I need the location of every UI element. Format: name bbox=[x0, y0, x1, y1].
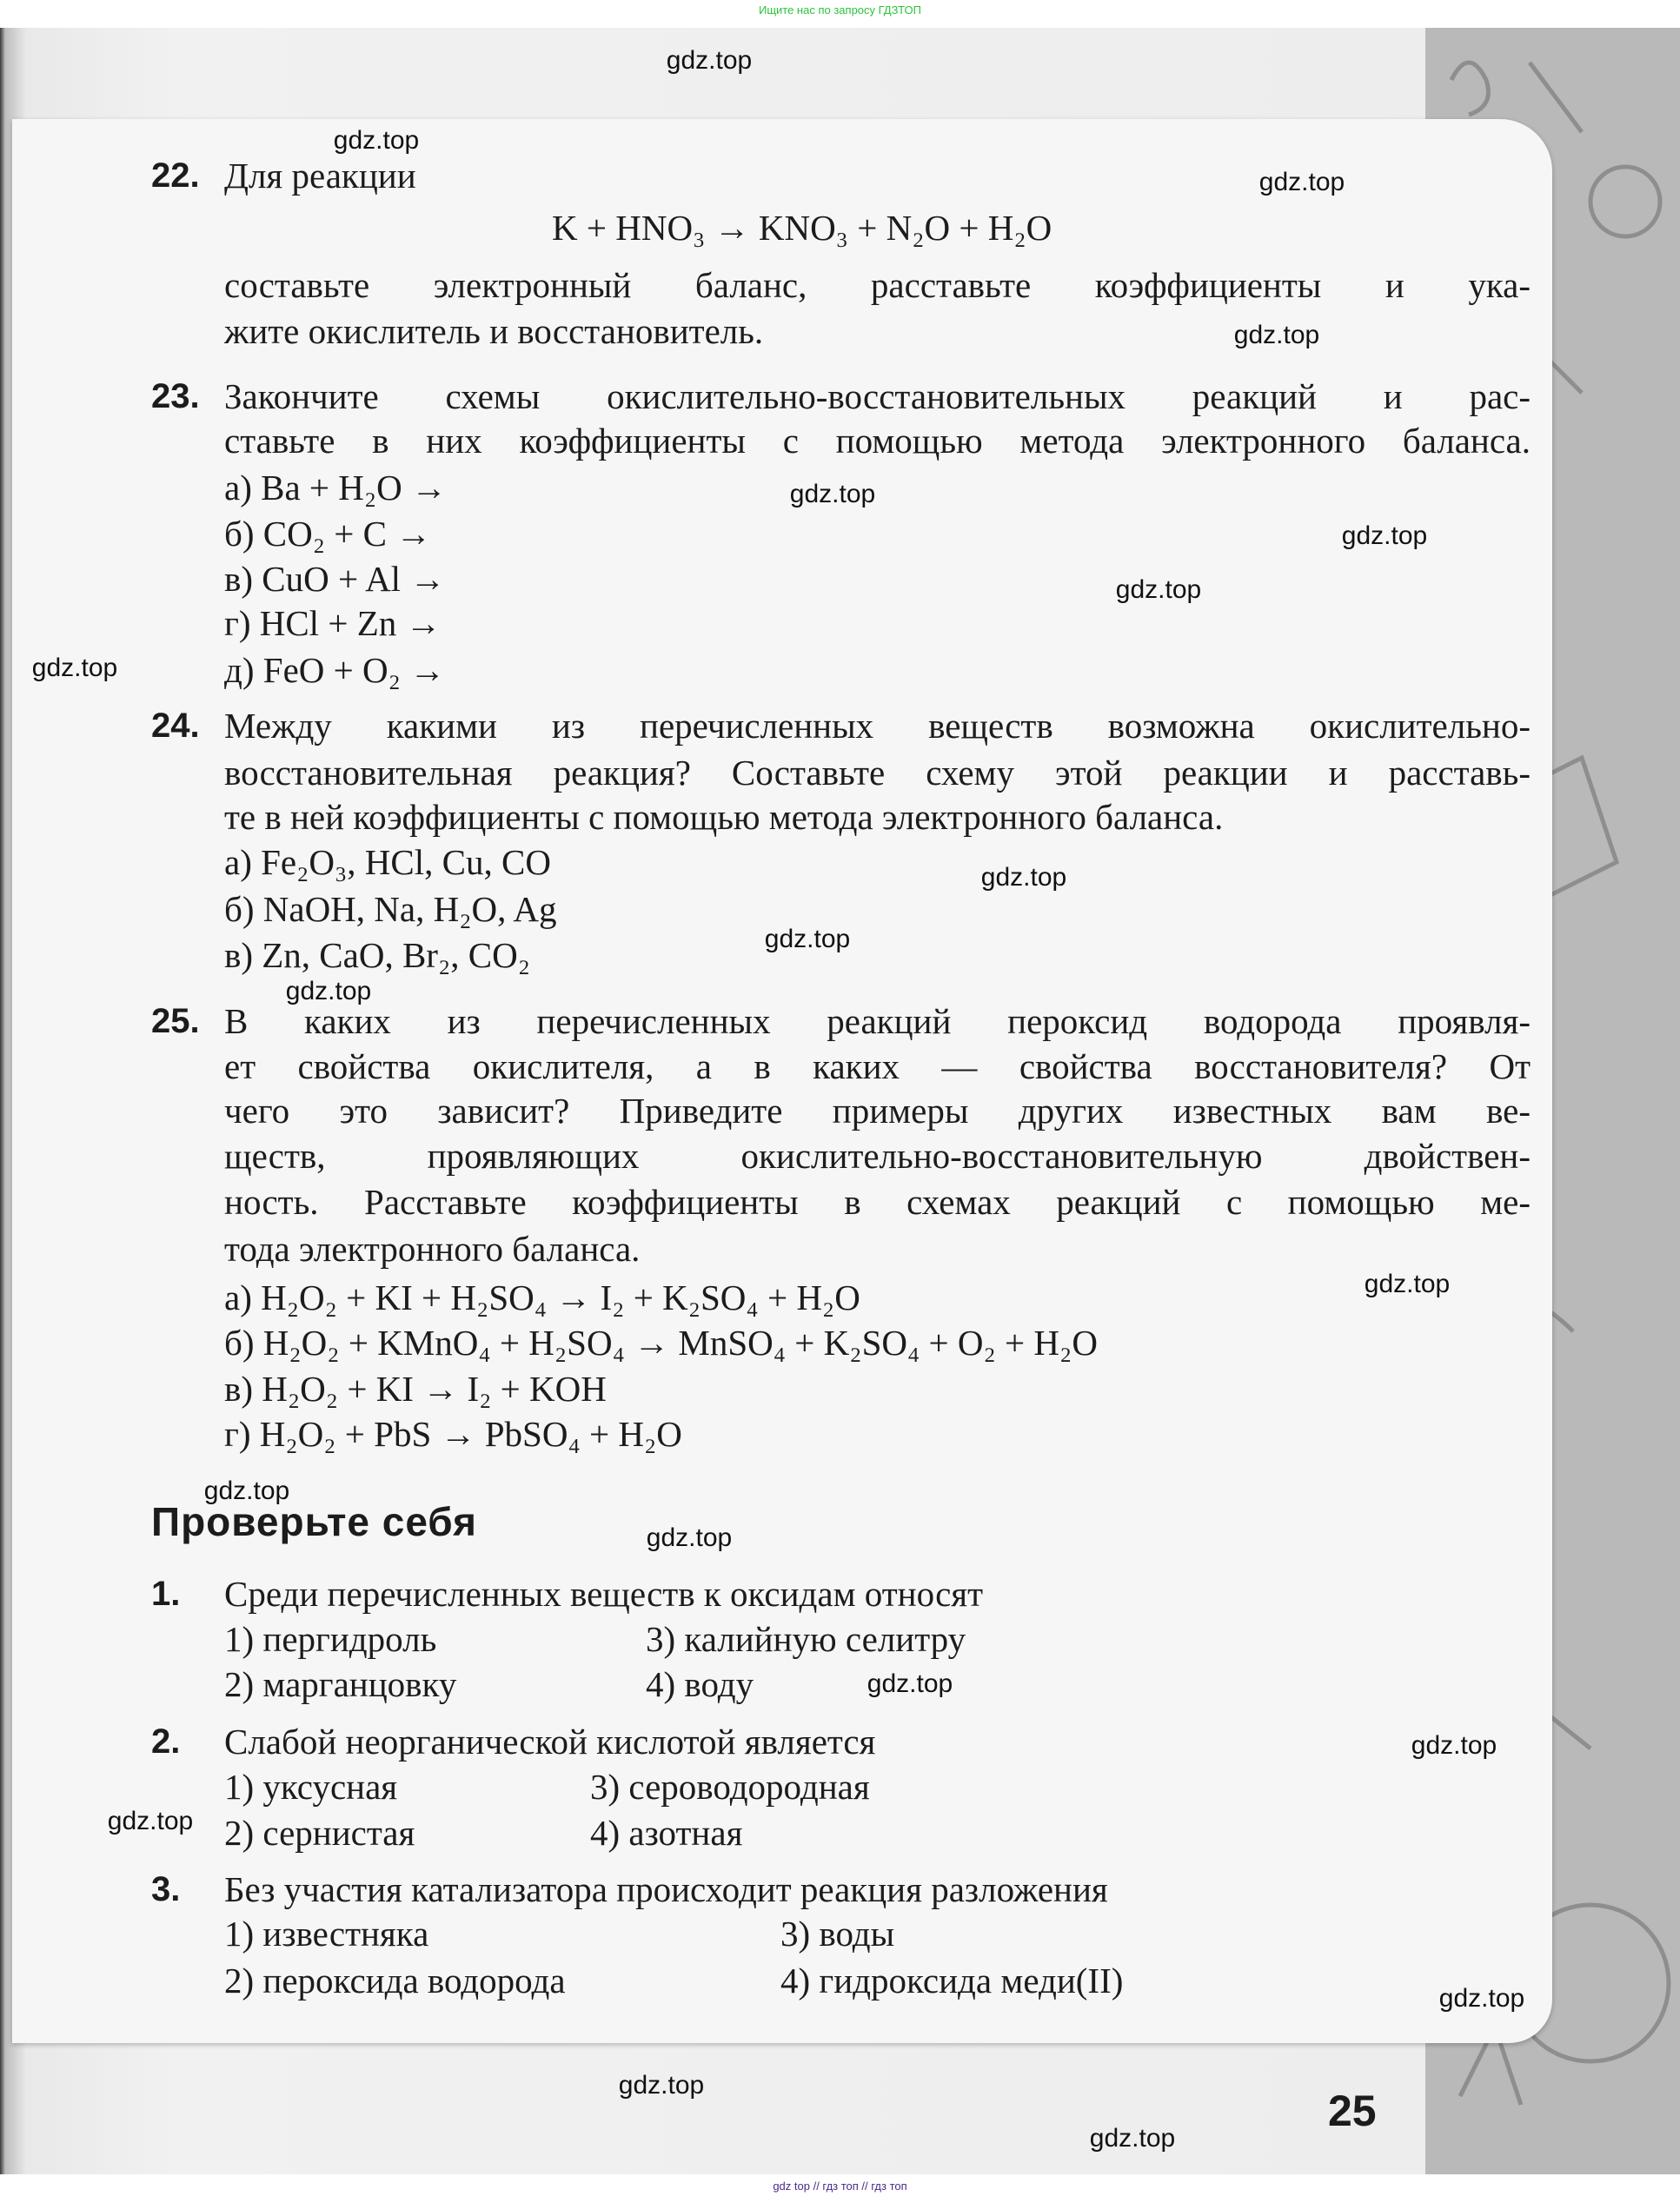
watermark: gdz.top bbox=[203, 1476, 290, 1505]
watermark: gdz.top bbox=[618, 2071, 705, 2100]
task-25-text: ществ, проявляющих окислительно-восстановительную двойствен- bbox=[224, 1136, 1531, 1176]
task-25-text: ность. Расставьте коэффициенты в схемах реакций с помощью ме- bbox=[224, 1182, 1531, 1222]
watermark: gdz.top bbox=[285, 977, 372, 1005]
task-23-text: Закончите схемы окислительно-восстановительных реакций и рас- bbox=[224, 376, 1531, 416]
task-25-text: ет свойства окислителя, а в каких — свойства восстановителя? От bbox=[224, 1046, 1531, 1086]
question-3-option: 3) воды bbox=[780, 1914, 895, 1954]
watermark: gdz.top bbox=[1438, 1984, 1525, 2013]
question-1-number: 1. bbox=[151, 1575, 181, 1613]
watermark: gdz.top bbox=[333, 126, 420, 155]
question-3-option: 4) гидроксида меди(II) bbox=[780, 1961, 1124, 2001]
task-24-number: 24. bbox=[151, 707, 200, 745]
task-23-item: б) CO₂ + C → bbox=[224, 514, 432, 554]
watermark: gdz.top bbox=[31, 654, 118, 682]
task-24-item: а) Fe₂O₃, HCl, Cu, CO bbox=[224, 842, 551, 882]
task-23-item: г) HCl + Zn → bbox=[224, 603, 442, 643]
question-2-option: 1) уксусная bbox=[224, 1767, 398, 1807]
top-banner: Ищите нас по запросу ГДЗТОП bbox=[758, 3, 921, 17]
task-25-item: г) H₂O₂ + PbS → PbSO₄ + H₂O bbox=[224, 1414, 682, 1454]
question-2-option: 4) азотная bbox=[590, 1813, 743, 1853]
task-23-item: а) Ba + H₂O → bbox=[224, 468, 448, 508]
watermark: gdz.top bbox=[1115, 575, 1202, 604]
watermark: gdz.top bbox=[867, 1669, 953, 1698]
watermark: gdz.top bbox=[1233, 321, 1320, 349]
task-25-text: В каких из перечисленных реакций пероксид водорода проявля- bbox=[224, 1001, 1531, 1041]
task-24-text: те в ней коэффициенты с помощью метода электронного баланса. bbox=[224, 797, 1224, 837]
watermark: gdz.top bbox=[980, 863, 1067, 892]
question-3-number: 3. bbox=[151, 1870, 181, 1908]
task-23-item: д) FeO + O₂ → bbox=[224, 650, 446, 690]
watermark: gdz.top bbox=[1258, 168, 1345, 196]
question-1-option: 4) воду bbox=[646, 1664, 754, 1704]
task-25-item: а) H₂O₂ + KI + H₂SO₄ → I₂ + K₂SO₄ + H₂O bbox=[224, 1277, 860, 1317]
page-number: 25 bbox=[1328, 2087, 1377, 2135]
task-24-item: в) Zn, CaO, Br₂, CO₂ bbox=[224, 935, 531, 975]
watermark: gdz.top bbox=[1341, 521, 1428, 550]
footer-links: gdz top // гдз топ // гдз топ bbox=[773, 2180, 907, 2193]
watermark: gdz.top bbox=[764, 925, 851, 953]
task-25-number: 25. bbox=[151, 1002, 200, 1040]
task-22-text: Для реакции bbox=[224, 156, 416, 196]
question-2-text: Слабой неорганической кислотой является bbox=[224, 1722, 876, 1762]
task-23-item: в) CuO + Al → bbox=[224, 559, 446, 599]
question-2-number: 2. bbox=[151, 1722, 181, 1761]
watermark: gdz.top bbox=[107, 1807, 194, 1835]
task-25-text: чего это зависит? Приведите примеры других известных вам ве- bbox=[224, 1091, 1531, 1131]
task-22-text: составьте электронный баланс, расставьте коэффициенты и ука- bbox=[224, 265, 1531, 305]
task-25-text: тода электронного баланса. bbox=[224, 1229, 641, 1269]
question-1-option: 3) калийную селитру bbox=[646, 1619, 966, 1659]
task-22-equation: K + HNO₃ → KNO₃ + N₂O + H₂O bbox=[552, 208, 1052, 248]
watermark: gdz.top bbox=[1411, 1731, 1497, 1760]
question-3-option: 1) известняка bbox=[224, 1914, 429, 1954]
question-3-text: Без участия катализатора происходит реакция разложения bbox=[224, 1869, 1108, 1909]
task-24-text: восстановительная реакция? Составьте схему этой реакции и расставь- bbox=[224, 753, 1531, 793]
task-25-item: в) H₂O₂ + KI → I₂ + KOH bbox=[224, 1369, 607, 1409]
watermark: gdz.top bbox=[666, 46, 753, 75]
question-3-option: 2) пероксида водорода bbox=[224, 1961, 566, 2001]
question-1-text: Среди перечисленных веществ к оксидам относят bbox=[224, 1574, 984, 1614]
task-23-number: 23. bbox=[151, 377, 200, 415]
task-22-text: жите окислитель и восстановитель. bbox=[224, 311, 764, 351]
task-24-text: Между какими из перечисленных веществ возможна окислительно- bbox=[224, 706, 1531, 746]
question-1-option: 1) пергидроль bbox=[224, 1619, 437, 1659]
watermark: gdz.top bbox=[1364, 1270, 1451, 1298]
question-2-option: 2) сернистая bbox=[224, 1813, 415, 1853]
section-heading: Проверьте себя bbox=[151, 1499, 477, 1544]
task-23-text: ставьте в них коэффициенты с помощью метода электронного баланса. bbox=[224, 421, 1531, 461]
watermark: gdz.top bbox=[646, 1523, 733, 1552]
task-22-number: 22. bbox=[151, 156, 200, 195]
task-25-item: б) H₂O₂ + KMnO₄ + H₂SO₄ → MnSO₄ + K₂SO₄ + O₂ + H₂O bbox=[224, 1323, 1098, 1363]
watermark: gdz.top bbox=[789, 480, 876, 508]
question-1-option: 2) марганцовку bbox=[224, 1664, 457, 1704]
question-2-option: 3) сероводородная bbox=[590, 1767, 870, 1807]
watermark: gdz.top bbox=[1089, 2124, 1176, 2153]
task-24-item: б) NaOH, Na, H₂O, Ag bbox=[224, 889, 557, 929]
